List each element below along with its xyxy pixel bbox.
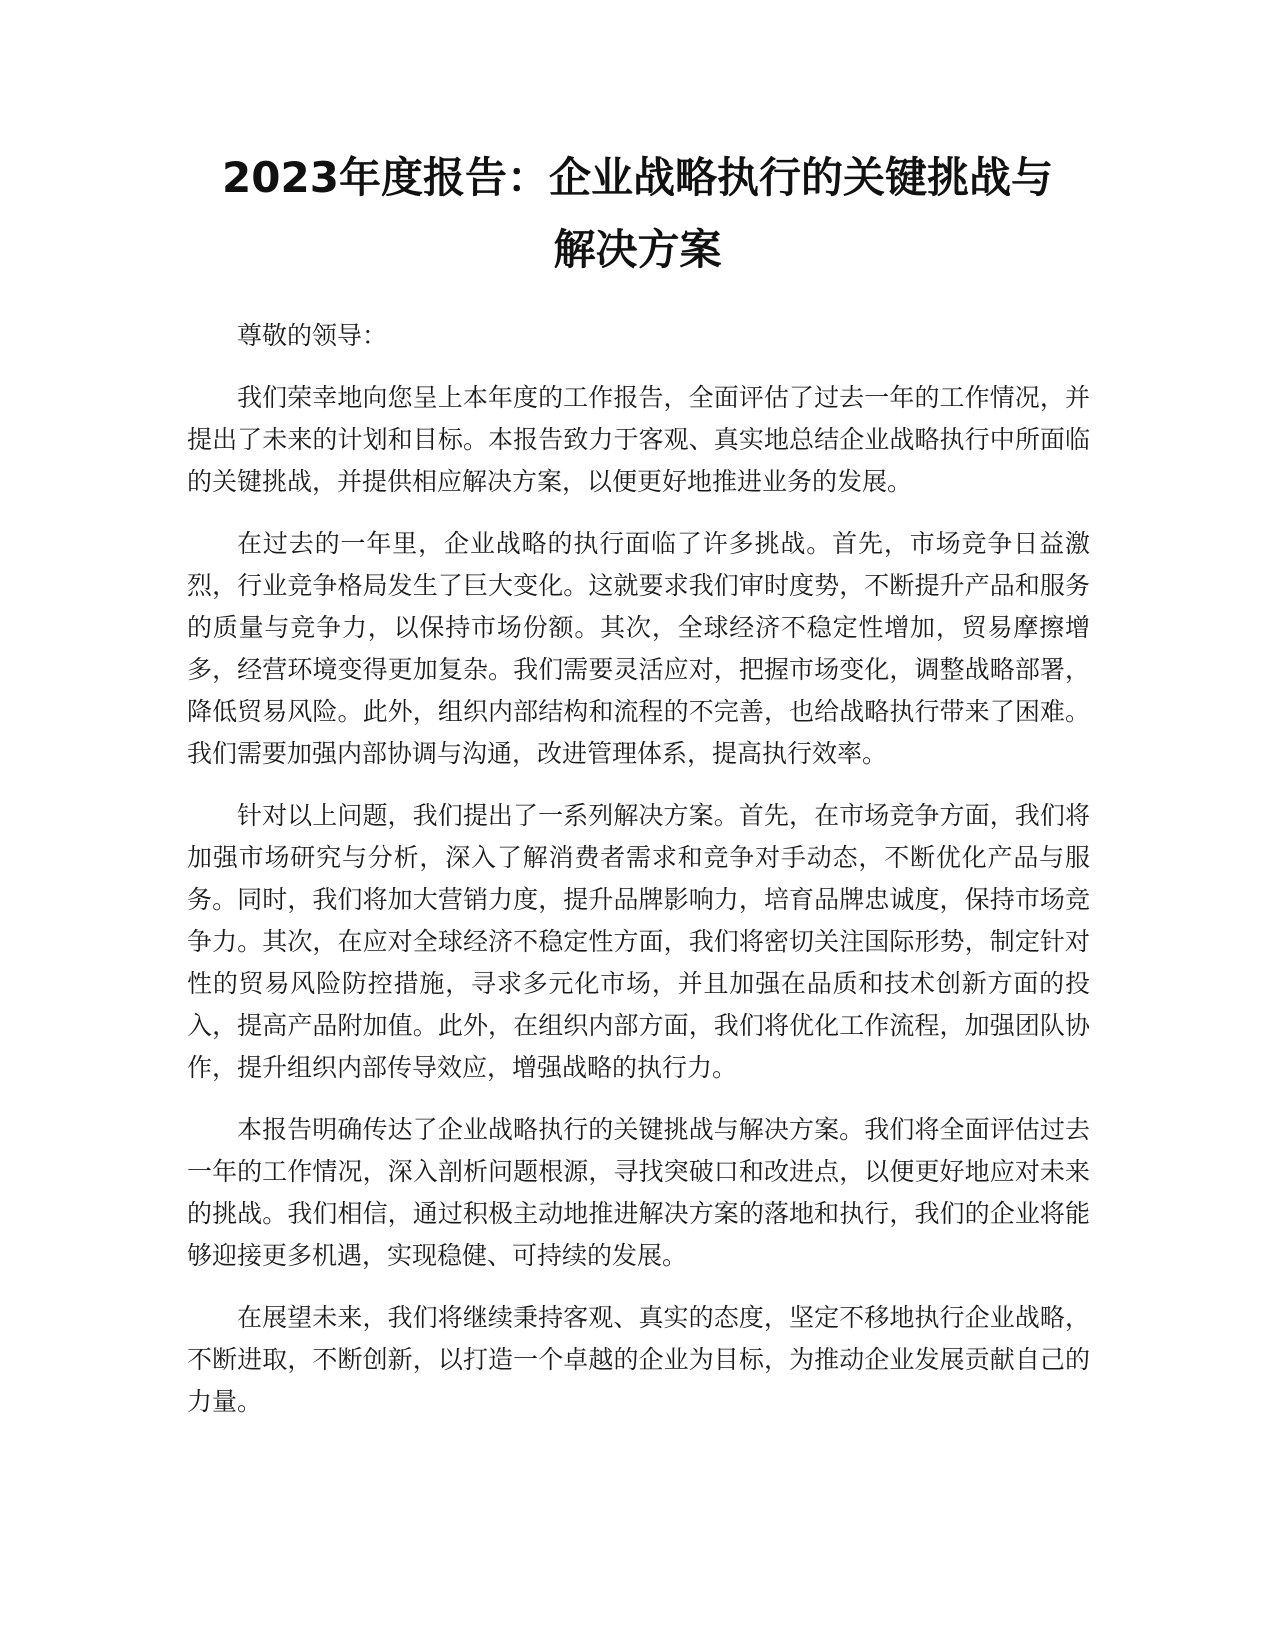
salutation: 尊敬的领导： [237,321,388,350]
paragraph-solutions: 针对以上问题，我们提出了一系列解决方案。首先，在市场竞争方面，我们将加强市场研究与分析，深入了解消费者需求和竞争对手动态，不断优化产品与服务。同时，我们将加大营销力度，提升品牌影响力，培育品牌忠诚度，保持市场竞争力。其次，在应对全球经济不稳定性方面，我们将密切关注国际形势，制定针对性的贸易风险防控措施，寻求多元化市场，并且加强在品质和技术创新方面的投入，提高产品附加值。此外，在组织内部方面，我们将优化工作流程，加强团队协作，提升组织内部传导效应，增强战略的执行力。 [187,801,1090,1082]
paragraph-challenges: 在过去的一年里，企业战略的执行面临了许多挑战。首先，市场竞争日益激烈，行业竞争格局发生了巨大变化。这就要求我们审时度势，不断提升产品和服务的质量与竞争力，以保持市场份额。其次，全球经济不稳定性增加，贸易摩擦增多，经营环境变得更加复杂。我们需要灵活应对，把握市场变化，调整战略部署，降低贸易风险。此外，组织内部结构和流程的不完善，也给战略执行带来了困难。我们需要加强内部协调与沟通，改进管理体系，提高执行效率。 [187,529,1090,768]
paragraph-summary: 本报告明确传达了企业战略执行的关键挑战与解决方案。我们将全面评估过去一年的工作情况，深入剖析问题根源，寻找突破口和改进点，以便更好地应对未来的挑战。我们相信，通过积极主动地推进解决方案的落地和执行，我们的企业将能够迎接更多机遇，实现稳健、可持续的发展。 [187,1115,1090,1270]
paragraph-intro: 我们荣幸地向您呈上本年度的工作报告，全面评估了过去一年的工作情况，并提出了未来的计划和目标。本报告致力于客观、真实地总结企业战略执行中所面临的关键挑战，并提供相应解决方案，以便更好地推进业务的发展。 [187,383,1090,496]
document-title [150,142,1125,286]
paragraph-outlook: 在展望未来，我们将继续秉持客观、真实的态度，坚定不移地执行企业战略，不断进取，不断创新，以打造一个卓越的企业为目标，为推动企业发展贡献自己的力量。 [187,1303,1090,1416]
title-line-2: 解决方案 [553,225,722,274]
document-body [187,315,1090,1443]
title-line-1: 2023年度报告：企业战略执行的关键挑战与 [222,153,1053,202]
